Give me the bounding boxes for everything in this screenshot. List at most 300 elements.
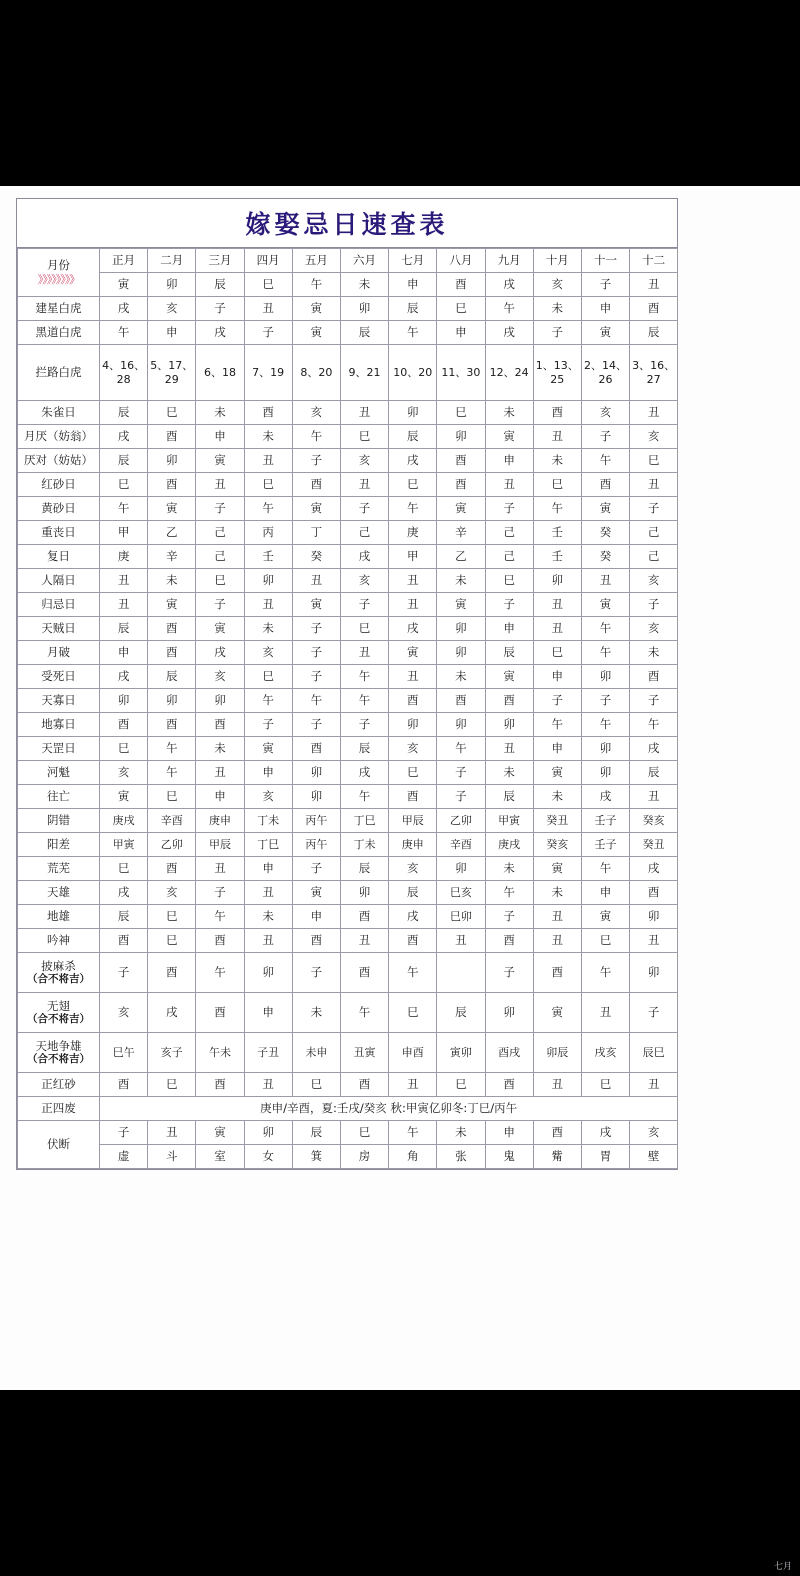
cell: 午 <box>581 857 629 881</box>
cell: 子 <box>100 1121 148 1145</box>
cell: 卯 <box>485 713 533 737</box>
cell: 1、13、25 <box>533 345 581 401</box>
cell: 酉 <box>196 929 244 953</box>
cell: 巳 <box>148 905 196 929</box>
cell: 子 <box>292 617 340 641</box>
cell: 午 <box>389 953 437 993</box>
cell: 乙 <box>437 545 485 569</box>
row-label: 厌对（妨姑） <box>18 449 100 473</box>
cell: 丑 <box>630 785 678 809</box>
cell: 亥 <box>100 993 148 1033</box>
row-label: 天寡日 <box>18 689 100 713</box>
cell: 丑 <box>581 993 629 1033</box>
cell: 酉 <box>340 953 388 993</box>
cell: 丑 <box>340 473 388 497</box>
cell: 丑 <box>340 929 388 953</box>
cell: 寅 <box>581 593 629 617</box>
row-label: 天贼日 <box>18 617 100 641</box>
cell: 子 <box>437 761 485 785</box>
cell: 午 <box>340 993 388 1033</box>
cell: 巳 <box>196 569 244 593</box>
cell: 申 <box>100 641 148 665</box>
cell: 丑 <box>340 401 388 425</box>
row-label: 吟神 <box>18 929 100 953</box>
cell: 巳 <box>389 993 437 1033</box>
table-row <box>18 761 678 785</box>
cell: 卯 <box>437 425 485 449</box>
cell: 申 <box>196 785 244 809</box>
row-label-main: 披麻杀 <box>41 958 76 973</box>
cell: 寅 <box>389 641 437 665</box>
header-month: 四月 <box>244 249 292 273</box>
header-branch: 卯 <box>148 273 196 297</box>
cell: 戌 <box>581 1121 629 1145</box>
table-branch-row <box>18 273 678 297</box>
cell: 己 <box>196 545 244 569</box>
cell: 寅 <box>292 321 340 345</box>
cell: 子丑 <box>244 1033 292 1073</box>
cell: 卯辰 <box>533 1033 581 1073</box>
cell: 戌 <box>148 993 196 1033</box>
cell: 丑 <box>533 1073 581 1097</box>
cell: 辰 <box>100 905 148 929</box>
cell: 巳 <box>437 1073 485 1097</box>
cell: 寅 <box>196 449 244 473</box>
cell: 巳 <box>292 1073 340 1097</box>
cell: 卯 <box>389 401 437 425</box>
cell: 卯 <box>244 569 292 593</box>
table-row <box>18 993 678 1033</box>
cell: 亥 <box>630 425 678 449</box>
cell: 寅 <box>581 321 629 345</box>
cell: 丙午 <box>292 833 340 857</box>
cell: 未 <box>196 401 244 425</box>
table-row <box>18 905 678 929</box>
cell: 子 <box>630 689 678 713</box>
cell: 戌 <box>581 785 629 809</box>
cell: 未 <box>244 425 292 449</box>
table-sheet <box>16 198 678 1170</box>
cell: 室 <box>196 1145 244 1169</box>
cell: 酉 <box>533 953 581 993</box>
cell: 亥 <box>340 569 388 593</box>
lookup-table <box>17 248 678 1169</box>
cell: 丁未 <box>244 809 292 833</box>
cell: 巳 <box>100 857 148 881</box>
cell: 寅 <box>533 857 581 881</box>
header-branch: 未 <box>340 273 388 297</box>
cell: 子 <box>581 689 629 713</box>
row-label <box>18 1033 100 1073</box>
cell: 子 <box>196 881 244 905</box>
cell: 丁未 <box>340 833 388 857</box>
row-label: 黑道白虎 <box>18 321 100 345</box>
cell: 寅 <box>581 497 629 521</box>
row-label: 复日 <box>18 545 100 569</box>
cell: 子 <box>533 689 581 713</box>
cell: 辰 <box>389 425 437 449</box>
table-row <box>18 569 678 593</box>
cell: 巳 <box>340 1121 388 1145</box>
cell: 庚 <box>100 545 148 569</box>
cell: 丑 <box>485 473 533 497</box>
cell: 亥 <box>148 881 196 905</box>
title-bar <box>17 199 677 248</box>
cell: 戌 <box>389 617 437 641</box>
cell: 甲寅 <box>100 833 148 857</box>
cell: 寅 <box>292 881 340 905</box>
cell: 子 <box>196 497 244 521</box>
cell: 未 <box>244 617 292 641</box>
cell: 箕 <box>292 1145 340 1169</box>
cell: 寅 <box>485 425 533 449</box>
header-branch: 巳 <box>244 273 292 297</box>
header-branch: 戌 <box>485 273 533 297</box>
cell: 午 <box>581 641 629 665</box>
cell: 寅 <box>148 593 196 617</box>
table-row <box>18 953 678 993</box>
cell: 戌 <box>100 881 148 905</box>
cell: 酉 <box>148 617 196 641</box>
cell: 巳卯 <box>437 905 485 929</box>
cell: 酉 <box>244 401 292 425</box>
table-row-fuduan-branches <box>18 1121 678 1145</box>
cell: 丑 <box>630 1073 678 1097</box>
header-month: 七月 <box>389 249 437 273</box>
cell: 子 <box>581 425 629 449</box>
cell: 申 <box>292 905 340 929</box>
zhengsifei-text: 庚申/辛酉，夏:壬戌/癸亥 秋:甲寅亿卯冬:丁巳/丙午 <box>100 1097 678 1121</box>
cell: 酉 <box>630 881 678 905</box>
cell: 丙午 <box>292 809 340 833</box>
row-label: 黄砂日 <box>18 497 100 521</box>
cell: 酉 <box>292 737 340 761</box>
cell: 丑 <box>485 737 533 761</box>
cell: 未 <box>630 641 678 665</box>
cell: 丑 <box>630 929 678 953</box>
row-label: 朱雀日 <box>18 401 100 425</box>
cell: 丑 <box>148 1121 196 1145</box>
row-label-sub: （合不将吉） <box>27 1013 90 1026</box>
cell: 卯 <box>148 689 196 713</box>
cell: 丑 <box>244 593 292 617</box>
cell: 庚申 <box>196 809 244 833</box>
cell: 卯 <box>630 905 678 929</box>
header-branch: 亥 <box>533 273 581 297</box>
cell: 酉 <box>437 449 485 473</box>
table-row <box>18 425 678 449</box>
cell: 申 <box>196 425 244 449</box>
cell: 戌 <box>100 665 148 689</box>
cell: 辰 <box>340 857 388 881</box>
cell: 酉 <box>196 713 244 737</box>
cell: 卯 <box>292 761 340 785</box>
cell: 辰 <box>630 761 678 785</box>
cell: 午 <box>389 321 437 345</box>
row-label: 天罡日 <box>18 737 100 761</box>
cell: 己 <box>485 521 533 545</box>
cell: 子 <box>292 857 340 881</box>
table-row <box>18 1033 678 1073</box>
table-row <box>18 401 678 425</box>
cell: 卯 <box>437 713 485 737</box>
cell: 丑 <box>389 1073 437 1097</box>
cell: 寅 <box>196 1121 244 1145</box>
cell: 未 <box>437 1121 485 1145</box>
cell: 子 <box>485 905 533 929</box>
cell: 张 <box>437 1145 485 1169</box>
header-branch: 申 <box>389 273 437 297</box>
header-branch: 子 <box>581 273 629 297</box>
cell: 丑 <box>244 929 292 953</box>
cell: 寅 <box>292 297 340 321</box>
cell: 丑 <box>244 449 292 473</box>
cell: 卯 <box>581 761 629 785</box>
cell: 午 <box>581 953 629 993</box>
cell: 巳 <box>437 401 485 425</box>
cell: 巳 <box>533 473 581 497</box>
cell: 卯 <box>340 297 388 321</box>
cell: 午 <box>581 617 629 641</box>
cell: 癸丑 <box>533 809 581 833</box>
cell: 酉 <box>340 1073 388 1097</box>
cell: 庚戌 <box>100 809 148 833</box>
cell: 甲辰 <box>389 809 437 833</box>
cell: 午 <box>340 665 388 689</box>
cell: 巳 <box>581 1073 629 1097</box>
cell: 未 <box>437 569 485 593</box>
cell: 戌 <box>630 737 678 761</box>
cell: 戌 <box>100 297 148 321</box>
cell: 子 <box>100 953 148 993</box>
cell: 辛酉 <box>148 809 196 833</box>
cell: 巳 <box>533 641 581 665</box>
header-month: 三月 <box>196 249 244 273</box>
cell: 午 <box>485 881 533 905</box>
cell: 癸亥 <box>533 833 581 857</box>
cell: 子 <box>533 321 581 345</box>
table-row-fuduan-stars <box>18 1145 678 1169</box>
cell: 午 <box>630 713 678 737</box>
cell: 丑 <box>100 569 148 593</box>
cell: 亥 <box>340 449 388 473</box>
row-label <box>18 953 100 993</box>
table-row <box>18 689 678 713</box>
header-branch: 丑 <box>630 273 678 297</box>
header-month: 十一 <box>581 249 629 273</box>
cell: 申 <box>437 321 485 345</box>
cell: 寅 <box>100 785 148 809</box>
cell: 乙 <box>148 521 196 545</box>
cell: 巳 <box>389 761 437 785</box>
cell: 壬 <box>244 545 292 569</box>
cell: 丙 <box>244 521 292 545</box>
cell: 丑 <box>100 593 148 617</box>
cell: 午 <box>196 953 244 993</box>
cell: 卯 <box>437 641 485 665</box>
cell: 子 <box>244 321 292 345</box>
cell: 寅 <box>533 993 581 1033</box>
cell: 未 <box>533 449 581 473</box>
cell: 申 <box>581 881 629 905</box>
cell: 未申 <box>292 1033 340 1073</box>
cell: 酉 <box>485 929 533 953</box>
cell: 酉 <box>533 1121 581 1145</box>
cell: 庚戌 <box>485 833 533 857</box>
cell: 未 <box>533 881 581 905</box>
cell: 寅 <box>292 593 340 617</box>
cell: 戌 <box>340 545 388 569</box>
cell: 丑 <box>196 761 244 785</box>
cell: 乙卯 <box>148 833 196 857</box>
row-label: 人隔日 <box>18 569 100 593</box>
cell <box>437 953 485 993</box>
cell: 丁巳 <box>340 809 388 833</box>
cell: 子 <box>437 785 485 809</box>
cell: 申 <box>244 857 292 881</box>
cell: 巳 <box>100 737 148 761</box>
cell: 辛 <box>148 545 196 569</box>
cell: 癸 <box>581 521 629 545</box>
cell: 寅 <box>533 761 581 785</box>
cell: 辰 <box>437 993 485 1033</box>
row-label: 地寡日 <box>18 713 100 737</box>
cell: 未 <box>533 785 581 809</box>
cell: 己 <box>485 545 533 569</box>
row-label: 拦路白虎 <box>18 345 100 401</box>
cell: 午 <box>292 425 340 449</box>
cell: 卯 <box>581 665 629 689</box>
cell: 寅卯 <box>437 1033 485 1073</box>
cell: 巳 <box>340 425 388 449</box>
header-month: 六月 <box>340 249 388 273</box>
cell: 9、21 <box>340 345 388 401</box>
cell: 亥 <box>389 737 437 761</box>
cell: 庚 <box>389 521 437 545</box>
cell: 卯 <box>389 713 437 737</box>
cell: 巳 <box>340 617 388 641</box>
cell: 子 <box>340 713 388 737</box>
cell: 酉 <box>148 473 196 497</box>
cell: 辛 <box>437 521 485 545</box>
cell: 10、20 <box>389 345 437 401</box>
cell: 酉 <box>340 905 388 929</box>
cell: 未 <box>485 761 533 785</box>
cell: 午 <box>533 497 581 521</box>
cell: 丑 <box>389 593 437 617</box>
cell: 亥 <box>244 785 292 809</box>
table-row <box>18 737 678 761</box>
cell: 丑 <box>533 905 581 929</box>
row-label-sub: （合不将吉） <box>27 1053 90 1066</box>
cell: 申 <box>533 737 581 761</box>
header-label-arrows: 》》》》》》》》 <box>37 272 80 286</box>
row-label-main: 无翅 <box>47 998 70 1013</box>
cell: 甲辰 <box>196 833 244 857</box>
cell: 戌 <box>196 321 244 345</box>
cell: 戌 <box>630 857 678 881</box>
cell: 未 <box>485 401 533 425</box>
row-label: 阳差 <box>18 833 100 857</box>
cell: 壬子 <box>581 833 629 857</box>
cell: 壬 <box>533 545 581 569</box>
cell: 巳 <box>581 929 629 953</box>
cell: 丁 <box>292 521 340 545</box>
cell: 酉 <box>389 929 437 953</box>
cell: 酉 <box>630 297 678 321</box>
cell: 午 <box>196 905 244 929</box>
cell: 酉 <box>100 1073 148 1097</box>
cell: 酉 <box>292 473 340 497</box>
row-label: 受死日 <box>18 665 100 689</box>
cell: 申 <box>485 617 533 641</box>
cell: 甲寅 <box>485 809 533 833</box>
cell: 酉 <box>196 993 244 1033</box>
cell: 子 <box>340 497 388 521</box>
cell: 申 <box>148 321 196 345</box>
cell: 癸丑 <box>630 833 678 857</box>
cell: 戌 <box>196 641 244 665</box>
row-label: 月破 <box>18 641 100 665</box>
cell: 卯 <box>437 857 485 881</box>
cell: 亥 <box>292 401 340 425</box>
cell: 午 <box>100 497 148 521</box>
cell: 卯 <box>196 689 244 713</box>
cell: 未 <box>148 569 196 593</box>
table-row <box>18 297 678 321</box>
cell: 戌 <box>389 905 437 929</box>
cell: 寅 <box>148 497 196 521</box>
row-label: 伏断 <box>18 1121 100 1169</box>
cell: 己 <box>630 545 678 569</box>
cell: 申 <box>244 761 292 785</box>
cell: 癸 <box>581 545 629 569</box>
cell: 寅 <box>437 497 485 521</box>
cell: 午 <box>340 785 388 809</box>
cell: 斗 <box>148 1145 196 1169</box>
row-label: 红砂日 <box>18 473 100 497</box>
cell: 癸亥 <box>630 809 678 833</box>
table-row <box>18 345 678 401</box>
cell: 辰 <box>485 785 533 809</box>
cell: 壬 <box>533 521 581 545</box>
cell: 辰 <box>292 1121 340 1145</box>
cell: 虚 <box>100 1145 148 1169</box>
cell: 酉 <box>581 473 629 497</box>
table-row <box>18 593 678 617</box>
header-branch: 酉 <box>437 273 485 297</box>
row-label <box>18 993 100 1033</box>
header-branch: 辰 <box>196 273 244 297</box>
cell: 酉 <box>148 425 196 449</box>
cell: 丑 <box>437 929 485 953</box>
row-label: 重丧日 <box>18 521 100 545</box>
cell: 午 <box>389 497 437 521</box>
row-label: 荒芜 <box>18 857 100 881</box>
cell: 丑 <box>196 473 244 497</box>
cell: 申 <box>485 449 533 473</box>
cell: 辛酉 <box>437 833 485 857</box>
cell: 子 <box>292 953 340 993</box>
cell: 子 <box>292 665 340 689</box>
cell: 鬼 <box>485 1145 533 1169</box>
corner-note: 七月 <box>773 1562 792 1572</box>
cell: 未 <box>533 297 581 321</box>
table-row <box>18 521 678 545</box>
cell: 酉 <box>196 1073 244 1097</box>
cell: 6、18 <box>196 345 244 401</box>
cell: 巳 <box>244 473 292 497</box>
